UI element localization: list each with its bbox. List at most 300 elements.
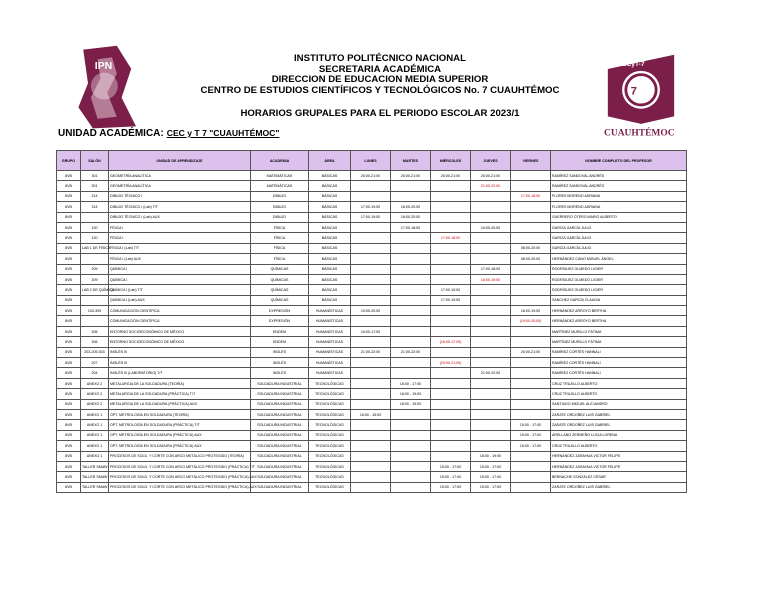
column-header: ACADEMIA	[251, 151, 309, 171]
table-cell	[391, 316, 431, 326]
table-cell: BÁSICAS	[309, 171, 351, 181]
table-cell: 15:00-17:00	[351, 326, 391, 336]
table-cell: INGLÉS III (LABORATORIO) T/T	[109, 368, 251, 378]
table-row	[57, 420, 687, 430]
table-row	[57, 306, 687, 316]
table-cell: HERNÁNDEZ ARROYO BERTHA	[551, 306, 687, 316]
table-cell: CRUZ TRUJILLO ALBERTO	[551, 378, 687, 388]
table-cell	[511, 295, 551, 305]
table-cell	[351, 295, 391, 305]
table-cell: GEOMETRÍA ANALÍTICA	[109, 171, 251, 181]
table-cell: 21:00-22:00	[471, 368, 511, 378]
table-row	[57, 295, 687, 305]
table-row	[57, 326, 687, 336]
table-cell	[471, 420, 511, 430]
table-cell: EXPRESIÓN	[251, 306, 309, 316]
table-cell: 209	[81, 264, 109, 274]
page-subtitle: HORARIOS GRUPALES PARA EL PERIODO ESCOLAR 2023/1	[240, 108, 520, 119]
table-cell: MARTÍNEZ MURILLO FÁTIMA	[551, 337, 687, 347]
table-cell: SOLDADURA INDUSTRIAL	[251, 472, 309, 482]
table-cell: BÁSICAS	[309, 233, 351, 243]
table-cell	[511, 274, 551, 284]
table-cell	[81, 295, 109, 305]
table-cell: 21:00-22:00	[351, 347, 391, 357]
table-cell	[471, 233, 511, 243]
table-cell: BÁSICAS	[309, 264, 351, 274]
table-cell	[511, 482, 551, 492]
column-header: JUEVES	[471, 151, 511, 171]
table-cell: DIBUJO	[251, 191, 309, 201]
table-cell: 8VB	[57, 441, 81, 451]
table-cell	[471, 430, 511, 440]
table-cell: QUÍMICAS	[251, 264, 309, 274]
table-cell: 8VB	[57, 212, 81, 222]
table-cell	[471, 378, 511, 388]
table-cell: HUMANÍSTICAS	[309, 316, 351, 326]
table-cell: GARCÍA GARCÍA JULIO	[551, 233, 687, 243]
table-cell	[351, 430, 391, 440]
table-cell: 8VB	[57, 243, 81, 253]
table-cell	[391, 451, 431, 461]
table-cell	[471, 409, 511, 419]
table-cell	[511, 389, 551, 399]
table-cell: QUÍMICAS	[251, 295, 309, 305]
table-cell: TALLER SMAW	[81, 461, 109, 471]
table-cell: 15:00 - 17:00	[511, 430, 551, 440]
table-cell	[81, 212, 109, 222]
table-cell: 8VB	[57, 368, 81, 378]
table-cell: QUÍMICA I	[109, 274, 251, 284]
table-cell: BÁSICAS	[309, 191, 351, 201]
column-header: LUNES	[351, 151, 391, 171]
table-cell: 306	[81, 326, 109, 336]
table-cell: BÁSICAS	[309, 254, 351, 264]
table-cell: 8VB	[57, 264, 81, 274]
table-cell: 203-209-303	[81, 347, 109, 357]
table-cell: GEOMETRÍA ANALÍTICA	[109, 181, 251, 191]
table-cell	[471, 389, 511, 399]
table-cell: HERNÁNDEZ ZARAHUA VICTOR FELIPE	[551, 451, 687, 461]
table-cell	[431, 212, 471, 222]
table-cell: LAB 2 DE QUÍMICA	[81, 285, 109, 295]
table-cell	[391, 482, 431, 492]
table-cell: INGLÉS	[251, 368, 309, 378]
table-cell	[391, 358, 431, 368]
table-cell	[511, 378, 551, 388]
table-cell	[471, 337, 511, 347]
table-cell: 18:00-19:00	[471, 274, 511, 284]
header-line-2: SECRETARIA ACADÉMICA	[318, 63, 442, 75]
table-cell: 17:00-19:00	[351, 202, 391, 212]
table-cell: HUMANÍSTICAS	[309, 368, 351, 378]
table-cell: 17:00-19:00	[431, 295, 471, 305]
table-cell	[511, 472, 551, 482]
table-cell: 15:00 - 17:00	[471, 461, 511, 471]
table-cell: ENTORNO SOCIOECONÓMICO DE MÉXICO	[109, 326, 251, 336]
table-cell: 15:00 - 17:00	[511, 420, 551, 430]
table-cell: METALURGIA DE LA SOLDADURA (TEORÍA)	[109, 378, 251, 388]
table-cell: GARCÍA GARCÍA JULIO	[551, 243, 687, 253]
header-line-4: CENTRO DE ESTUDIOS CIENTÍFICOS Y TECNOLÓGICOS No. 7 CUAUHTÉMOC	[200, 84, 560, 96]
table-cell	[351, 420, 391, 430]
table-cell: 8VB	[57, 358, 81, 368]
table-cell: 18:00-19:00	[511, 306, 551, 316]
table-cell	[471, 326, 511, 336]
table-cell: 301	[81, 181, 109, 191]
unidad-label: UNIDAD ACADÉMICA:	[58, 128, 164, 139]
table-cell: 17:00-18:00	[511, 191, 551, 201]
table-cell: QUÍMICAS	[251, 274, 309, 284]
table-cell	[431, 264, 471, 274]
table-row	[57, 191, 687, 201]
table-cell	[351, 461, 391, 471]
table-cell: MARTÍNEZ MURILLO FÁTIMA	[551, 326, 687, 336]
table-cell: 8VB	[57, 472, 81, 482]
table-cell	[431, 181, 471, 191]
table-cell: 8VB	[57, 181, 81, 191]
table-cell	[351, 389, 391, 399]
cecyt-logo-caption: CUAUHTÉMOC	[604, 128, 675, 139]
table-cell	[391, 243, 431, 253]
table-cell	[511, 212, 551, 222]
table-cell: TECNOLÓGICAS	[309, 482, 351, 492]
table-cell: 8VB	[57, 347, 81, 357]
table-row	[57, 482, 687, 492]
table-cell: 20:00-21:00	[351, 171, 391, 181]
table-cell: SOLDADURA INDUSTRIAL	[251, 378, 309, 388]
table-cell	[511, 399, 551, 409]
table-cell: INGLÉS	[251, 347, 309, 357]
table-cell: 18:00-20:00	[391, 212, 431, 222]
table-cell: 120	[81, 222, 109, 232]
table-cell	[431, 222, 471, 232]
table-cell: 214	[81, 191, 109, 201]
table-cell: PROCESOS DE SOLD. Y CORTE CON ARCO METÁLICO PROTEGIDO (PRÁCTICA) AUX	[109, 472, 251, 482]
table-cell: 120	[81, 233, 109, 243]
table-cell	[471, 316, 511, 326]
table-cell: RAMÍREZ SANDOVAL ANDRÉS	[551, 181, 687, 191]
table-cell: DIBUJO	[251, 202, 309, 212]
table-cell: 18:00 - 19:00	[391, 399, 431, 409]
table-cell: 18:00 - 19:00	[471, 451, 511, 461]
table-cell: 8VB	[57, 461, 81, 471]
table-cell	[431, 399, 471, 409]
table-cell: BÁSICAS	[309, 222, 351, 232]
table-cell: FÍSICA I	[109, 222, 251, 232]
table-cell: FÍSICA I	[109, 233, 251, 243]
table-cell: DIBUJO TÉCNICO I	[109, 191, 251, 201]
table-cell: 18:00 - 19:00	[391, 389, 431, 399]
table-cell: COMUNICACIÓN CIENTÍFICA	[109, 306, 251, 316]
table-cell	[471, 347, 511, 357]
table-cell: METALURGIA DE LA SOLDADURA (PRÁCTICA) T/T	[109, 389, 251, 399]
table-cell: DIBUJO TÉCNICO I (Lab) T/T	[109, 202, 251, 212]
table-cell: INGLÉS	[251, 358, 309, 368]
table-row	[57, 347, 687, 357]
table-row	[57, 378, 687, 388]
table-cell: 15:00 - 17:00	[431, 461, 471, 471]
table-row	[57, 441, 687, 451]
table-cell	[351, 441, 391, 451]
table-cell: TECNOLÓGICAS	[309, 461, 351, 471]
table-cell: ANEXO 1	[81, 441, 109, 451]
table-row	[57, 358, 687, 368]
table-cell	[431, 326, 471, 336]
table-cell: (19:00-20:00)	[511, 316, 551, 326]
table-cell	[351, 254, 391, 264]
table-cell: BÁSICAS	[309, 212, 351, 222]
table-cell: QUÍMICA I	[109, 264, 251, 274]
table-cell: SOLDADURA INDUSTRIAL	[251, 389, 309, 399]
table-cell: MATEMÁTICAS	[251, 181, 309, 191]
table-cell	[431, 389, 471, 399]
table-cell	[471, 243, 511, 253]
table-cell	[391, 191, 431, 201]
table-cell: METALURGIA DE LA SOLDADURA (PRÁCTICA) AUX	[109, 399, 251, 409]
table-cell: ANEXO 1	[81, 420, 109, 430]
table-cell	[431, 420, 471, 430]
table-cell: QUÍMICAS	[251, 285, 309, 295]
table-cell: FÍSICA I (Lab) AUX	[109, 254, 251, 264]
table-cell	[511, 171, 551, 181]
table-cell: 8VB	[57, 171, 81, 181]
column-header: MIÉRCOLES	[431, 151, 471, 171]
table-cell	[391, 264, 431, 274]
table-cell: 209	[81, 274, 109, 284]
table-cell: 8VB	[57, 202, 81, 212]
table-row	[57, 316, 687, 326]
table-cell: 08:00-20:00	[511, 254, 551, 264]
table-cell: 15:00 - 17:00	[431, 482, 471, 492]
table-cell: CRUZ TRUJILLO ALBERTO	[551, 441, 687, 451]
table-cell: SOLDADURA INDUSTRIAL	[251, 420, 309, 430]
table-cell: 15:00 - 17:00	[471, 482, 511, 492]
table-cell: HUMANÍSTICAS	[309, 358, 351, 368]
table-cell	[351, 368, 391, 378]
table-cell: SOLDADURA INDUSTRIAL	[251, 409, 309, 419]
table-cell	[391, 326, 431, 336]
table-cell	[431, 409, 471, 419]
table-cell: 8VB	[57, 306, 81, 316]
table-cell: 17:00-18:00	[471, 264, 511, 274]
table-cell	[351, 264, 391, 274]
table-row	[57, 243, 687, 253]
table-cell	[391, 409, 431, 419]
table-cell	[511, 461, 551, 471]
table-cell	[471, 191, 511, 201]
table-cell: GARCÍA GARCÍA JULIO	[551, 222, 687, 232]
table-cell: COMUNICACIÓN CIENTÍFICA	[109, 316, 251, 326]
column-header: ÁREA	[309, 151, 351, 171]
table-cell: HUMANÍSTICAS	[309, 306, 351, 316]
table-cell	[471, 358, 511, 368]
table-cell: RODRÍGUEZ OLMEDO LIGIER	[551, 264, 687, 274]
table-cell	[511, 337, 551, 347]
table-cell: HERNÁNDEZ ZARAHUA VICTOR FELIPE	[551, 461, 687, 471]
table-cell: TECNOLÓGICAS	[309, 430, 351, 440]
table-cell	[471, 212, 511, 222]
table-cell	[431, 378, 471, 388]
table-cell: (20:00-21:00)	[431, 358, 471, 368]
table-cell: 314	[81, 202, 109, 212]
table-cell	[471, 399, 511, 409]
table-cell: RAMÍREZ SANDOVAL ANDRÉS	[551, 171, 687, 181]
table-cell: 17:00-18:00	[431, 233, 471, 243]
table-cell	[431, 202, 471, 212]
table-cell: 301	[81, 171, 109, 181]
table-row	[57, 181, 687, 191]
table-cell: SÁNCHEZ GARCÍA CLAUDIA	[551, 295, 687, 305]
table-cell	[351, 316, 391, 326]
table-cell: SANTIAGO MIGUEL ALEJANDRO	[551, 399, 687, 409]
column-header: VIERNES	[511, 151, 551, 171]
table-cell	[81, 316, 109, 326]
table-cell: PROCESOS DE SOLD. Y CORTE CON ARCO METÁLICO PROTEGIDO (PRÁCTICA) T/T	[109, 461, 251, 471]
table-cell: 20:00-21:00	[471, 171, 511, 181]
table-cell	[351, 243, 391, 253]
table-cell: QUÍMICA I (Lab) AUX	[109, 295, 251, 305]
cecyt-logo-text: CECyT-7	[617, 61, 645, 69]
table-cell: FÍSICA	[251, 254, 309, 264]
table-cell: ANEXO 2	[81, 389, 109, 399]
table-cell	[351, 358, 391, 368]
table-cell: 8VB	[57, 191, 81, 201]
table-cell: 8VB	[57, 295, 81, 305]
table-row	[57, 337, 687, 347]
table-cell: LAB 1 DE FÍSICA	[81, 243, 109, 253]
column-header: UNIDAD DE APRENDIZAJE	[109, 151, 251, 171]
table-cell: 20:00-21:00	[431, 171, 471, 181]
table-cell	[351, 181, 391, 191]
table-cell: PROCESOS DE SOLD. Y CORTE CON ARCO METÁLICO PROTEGIDO (TEORÍA)	[109, 451, 251, 461]
table-cell: 20:00-21:00	[511, 347, 551, 357]
table-cell	[511, 285, 551, 295]
table-cell	[351, 337, 391, 347]
table-cell	[351, 472, 391, 482]
table-cell: EXPRESIÓN	[251, 316, 309, 326]
schedule-table	[56, 150, 687, 493]
table-cell: TECNOLÓGICAS	[309, 420, 351, 430]
table-cell: 8VB	[57, 409, 81, 419]
table-cell	[391, 181, 431, 191]
table-cell	[511, 326, 551, 336]
column-header: NOMBRE COMPLETO DEL PROFESOR	[551, 151, 687, 171]
table-cell: 8VB	[57, 399, 81, 409]
table-row	[57, 171, 687, 181]
table-cell	[431, 306, 471, 316]
table-cell: 15:00 - 17:00	[511, 441, 551, 451]
table-cell: HUMANÍSTICAS	[309, 347, 351, 357]
table-cell: FÍSICA	[251, 233, 309, 243]
table-row	[57, 389, 687, 399]
table-cell	[431, 347, 471, 357]
table-row	[57, 399, 687, 409]
table-cell	[511, 202, 551, 212]
table-cell: 15:00 - 17:00	[431, 472, 471, 482]
table-cell: BERNACHE GONZÁLEZ CÉSAR	[551, 472, 687, 482]
table-cell: OPT. METROLOGÍA EN SOLDADURA (PRÁCTICA) AUX	[109, 430, 251, 440]
table-cell: 8VB	[57, 482, 81, 492]
table-cell: RAMÍREZ CORTÉS HANNALI	[551, 368, 687, 378]
table-cell: TECNOLÓGICAS	[309, 378, 351, 388]
table-row	[57, 409, 687, 419]
table-cell	[431, 243, 471, 253]
table-row	[57, 233, 687, 243]
table-row	[57, 222, 687, 232]
table-cell: ARELLANO ZERMEÑO LUCIA LORENA	[551, 430, 687, 440]
table-cell: TECNOLÓGICAS	[309, 389, 351, 399]
table-cell	[471, 202, 511, 212]
table-cell	[511, 368, 551, 378]
table-cell: ZARATE ORDOÑEZ LUIS GABRIEL	[551, 409, 687, 419]
table-cell	[511, 264, 551, 274]
table-cell: 17:00-18:00	[391, 222, 431, 232]
table-cell: HERNÁNDEZ ARROYO BERTHA	[551, 316, 687, 326]
table-body	[57, 171, 687, 493]
table-cell: 17:00-19:00	[351, 212, 391, 222]
table-cell	[471, 285, 511, 295]
table-cell: TECNOLÓGICAS	[309, 472, 351, 482]
table-cell: SOLDADURA INDUSTRIAL	[251, 482, 309, 492]
column-header: SALÓN	[81, 151, 109, 171]
table-cell	[391, 233, 431, 243]
table-cell	[391, 430, 431, 440]
table-cell	[391, 441, 431, 451]
table-cell: FLORES MORENO ADRIANA	[551, 191, 687, 201]
table-cell	[391, 285, 431, 295]
unidad-value: CEC y T 7 "CUAUHTÉMOC"	[166, 128, 280, 138]
table-cell: PROCESOS DE SOLD. Y CORTE CON ARCO METÁLICO PROTEGIDO (PRÁCTICA) AUX	[109, 482, 251, 492]
table-cell	[391, 295, 431, 305]
table-cell: SOLDADURA INDUSTRIAL	[251, 451, 309, 461]
table-row	[57, 451, 687, 461]
table-cell	[511, 181, 551, 191]
table-cell	[511, 222, 551, 232]
document-header	[160, 54, 600, 96]
table-cell	[511, 409, 551, 419]
table-cell: 8VB	[57, 451, 81, 461]
table-cell	[391, 337, 431, 347]
table-cell	[431, 451, 471, 461]
table-cell: 15:00 - 17:00	[471, 472, 511, 482]
table-cell: RAMÍREZ CORTÉS HANNALI	[551, 347, 687, 357]
table-cell	[351, 482, 391, 492]
table-cell: FLORES MORENO ADRIANA	[551, 202, 687, 212]
table-cell	[391, 306, 431, 316]
table-row	[57, 264, 687, 274]
table-cell	[511, 233, 551, 243]
table-cell: TECNOLÓGICAS	[309, 451, 351, 461]
table-cell	[431, 274, 471, 284]
table-cell	[431, 430, 471, 440]
table-cell	[351, 285, 391, 295]
table-cell	[351, 399, 391, 409]
table-cell: 8VB	[57, 337, 81, 347]
table-cell: 17:00-19:00	[431, 285, 471, 295]
table-cell	[471, 254, 511, 264]
table-cell: 204	[81, 368, 109, 378]
table-cell: OPT. METROLOGÍA EN SOLDADURA (PRÁCTICA) AUX	[109, 441, 251, 451]
unidad-academica	[58, 128, 279, 139]
header-line-3: DIRECCION DE EDUCACION MEDIA SUPERIOR	[271, 74, 489, 86]
table-cell	[471, 441, 511, 451]
table-cell: QUÍMICA I (Lab) T/T	[109, 285, 251, 295]
table-cell: SOLDADURA INDUSTRIAL	[251, 461, 309, 471]
table-cell: FÍSICA	[251, 222, 309, 232]
table-cell	[471, 295, 511, 305]
table-cell: TECNOLÓGICAS	[309, 399, 351, 409]
table-cell: RAMÍREZ CORTÉS HANNALI	[551, 358, 687, 368]
